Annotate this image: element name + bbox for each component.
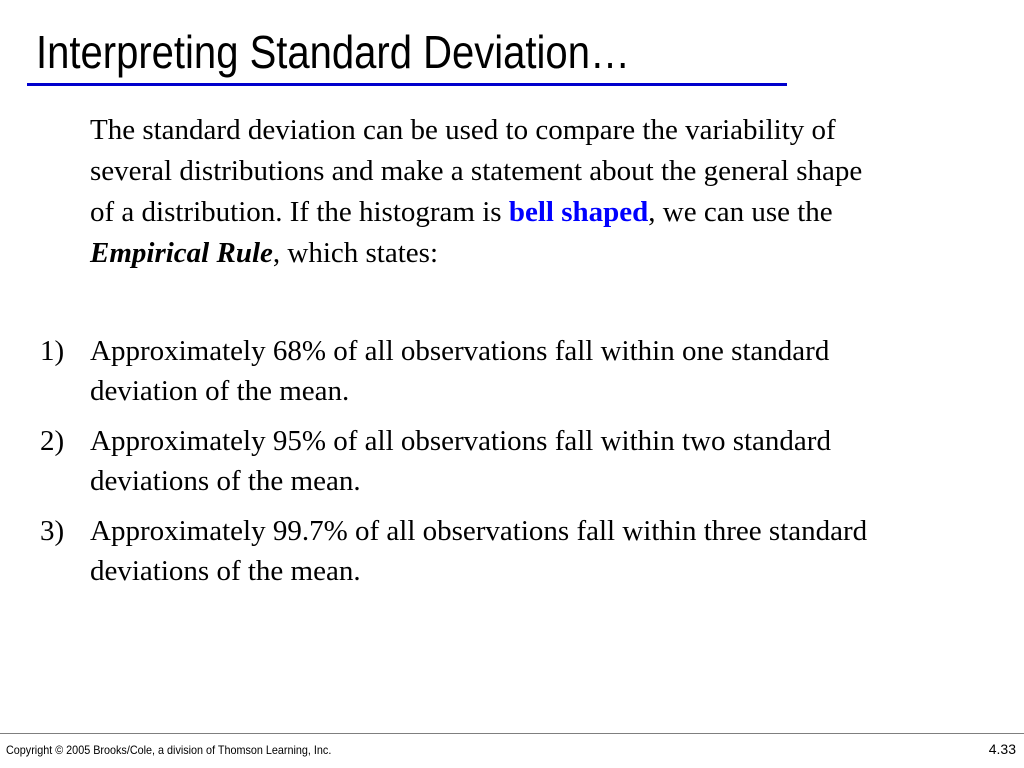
list-item-text: Approximately 68% of all observations fall within one standard	[90, 335, 830, 367]
intro-paragraph	[90, 110, 1010, 274]
bell-shaped-highlight: bell shaped	[508, 196, 649, 228]
empirical-rule-term: Empirical Rule	[90, 237, 273, 269]
title-underline	[27, 83, 787, 86]
list-item	[0, 331, 1024, 411]
list-item	[0, 511, 1024, 591]
list-number: 1)	[40, 335, 65, 367]
intro-line	[90, 192, 1010, 233]
copyright-notice: Copyright © 2005 Brooks/Cole, a division of Thomson Learning, Inc.	[6, 743, 332, 757]
intro-text: , we can use the	[648, 196, 833, 228]
intro-line	[90, 233, 1010, 274]
intro-text: , which states:	[272, 237, 438, 269]
list-item-text: Approximately 95% of all observations fall within two standard	[90, 425, 831, 457]
list-item-text: Approximately 99.7% of all observations fall within three standard	[90, 515, 868, 547]
footer-divider	[0, 733, 1024, 734]
list-item	[0, 421, 1024, 501]
page-number: 4.33	[988, 741, 1016, 757]
intro-line: several distributions and make a statement about the general shape	[90, 155, 863, 187]
list-number: 2)	[40, 425, 65, 457]
intro-line: The standard deviation can be used to compare the variability of	[90, 114, 836, 146]
intro-text: of a distribution. If the histogram is	[90, 196, 509, 228]
list-number: 3)	[40, 515, 65, 547]
list-item-text: deviations of the mean.	[90, 555, 361, 587]
empirical-rule-list	[0, 331, 1024, 601]
slide-title: Interpreting Standard Deviation…	[36, 26, 630, 78]
list-item-text: deviations of the mean.	[90, 465, 361, 497]
list-item-text: deviation of the mean.	[90, 375, 350, 407]
